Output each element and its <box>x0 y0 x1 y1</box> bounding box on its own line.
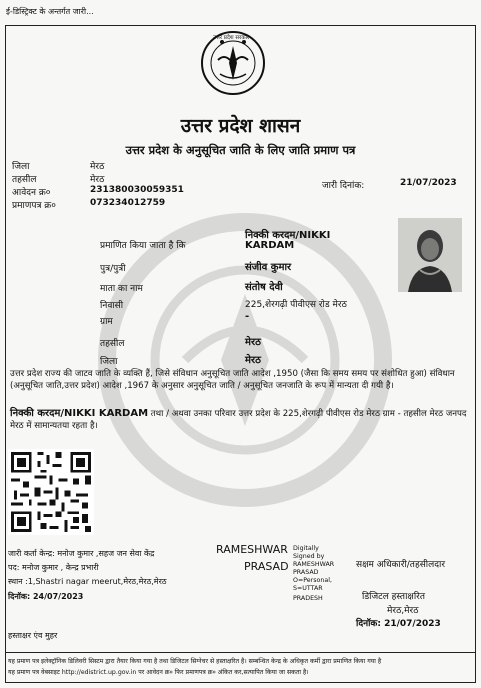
details-tehsil-label: तहसील <box>100 339 125 349</box>
details-district-value: मेरठ <box>245 355 261 366</box>
digital-signature-line: O=Personal, <box>293 577 333 584</box>
resident-label: निवासी <box>100 301 124 311</box>
applicant-photo <box>398 218 462 292</box>
footer-note-2: यह प्रमाण पत्र वेबसाइट http://edistrict.up.gov.in पर आवेदन क्र० फिर प्रमाणपत्र क्र० अंकित कर,सत्यापित किया जा सकता है। <box>8 669 309 676</box>
footer-divider <box>5 652 476 653</box>
certificate-label: प्रमाणपत्र क्र० <box>12 201 56 211</box>
digital-signature-line: S=UTTAR <box>293 585 323 592</box>
signer-name-line2: PRASAD <box>244 560 289 573</box>
issuer-place: स्थान :1,Shastri nagar meerut,मेरठ,मेरठ,मेरठ <box>8 577 167 586</box>
authority-place: मेरठ,मेरठ <box>387 606 419 616</box>
mother-label: माता का नाम <box>100 284 143 294</box>
application-number: 231380030059351 <box>90 185 184 195</box>
digital-signature-block <box>293 545 334 603</box>
issue-date-label: जारी दिनांक: <box>322 181 365 191</box>
digital-signature-line: PRADESH <box>293 595 323 602</box>
residence-statement <box>10 408 470 432</box>
relation-label: पुत्र/पुत्री <box>100 264 126 274</box>
issuer-designation: पद: मनोज कुमार , केन्द्र प्रभारी <box>8 563 99 572</box>
authority-title: सक्षम अधिकारी/तहसीलदार <box>356 560 446 570</box>
header-note: ई-डिस्ट्रिक्ट के अन्तर्गत जारी... <box>6 7 94 16</box>
emblem-text: उत्तर प्रदेश सरकार <box>213 35 250 41</box>
authority-signed: डिजिटल हस्ताक्षरित <box>362 592 425 602</box>
district-value: मेरठ <box>90 162 105 172</box>
village-value: - <box>245 311 250 322</box>
issue-date-value: 21/07/2023 <box>400 178 457 188</box>
tehsil-value: मेरठ <box>90 175 105 185</box>
digital-signature-line: Digitally <box>293 545 319 552</box>
certificate-number: 073234012759 <box>90 198 166 208</box>
statement-applicant-name: निक्की करदम/NIKKI KARDAM <box>10 408 149 419</box>
details-district-label: जिला <box>100 357 118 367</box>
digital-signature-line: Signed by <box>293 553 325 560</box>
father-name: संजीव कुमार <box>245 262 292 273</box>
village-label: ग्राम <box>100 317 113 327</box>
seal-label: हस्ताक्षर एंव मुहर <box>8 631 58 640</box>
signer-name-line1: RAMESHWAR <box>216 543 288 556</box>
certify-label: प्रमाणित किया जाता है कि <box>100 241 186 251</box>
authority-date: दिनॉक: 21/07/2023 <box>356 619 441 629</box>
residence-statement-text: तथा / अथवा उनका परिवार उत्तर प्रदेश के 225,शेरगढ़ी पीवीएस रोड मेरठ ग्राम - तहसील मेरठ जनपद मेरठ में सामान्यतया रहता है। <box>10 409 467 431</box>
certificate-title: उत्तर प्रदेश के अनुसूचित जाति के लिए जाति प्रमाण पत्र <box>125 143 356 157</box>
qr-code-icon <box>8 449 94 535</box>
issuer-center: जारी कर्ता केन्द्र: मनोज कुमार ,सहज जन सेवा केंद्र <box>8 549 155 558</box>
district-label: जिला <box>12 162 30 172</box>
details-tehsil-value: मेरठ <box>245 337 261 348</box>
portrait-icon <box>398 218 462 292</box>
footer-note-1: यह प्रमाण पत्र इलेक्ट्रॉनिक डिलिवरी सिस्टम द्वारा तैयार किया गया है तथा डिजिटल सिग्नेचर से हस्ताक्षरित है। सम्बन्धित केन्द्र के अधिकृत कर्मी द्वारा प्रमाणित किया गया है <box>8 658 382 665</box>
issuer-date: दिनॉक: 24/07/2023 <box>8 592 84 601</box>
digital-signature-line: PRASAD <box>293 569 319 576</box>
digital-signature-line: RAMESHWAR <box>293 561 335 568</box>
resident-value: 225,शेरगढ़ी पीवीएस रोड मेरठ <box>245 300 347 310</box>
applicant-name-line1: निक्की करदम/NIKKI <box>245 230 331 241</box>
applicant-name-line2: KARDAM <box>245 240 295 251</box>
application-label: आवेदन क्र० <box>12 188 51 198</box>
tehsil-label: तहसील <box>12 175 37 185</box>
mother-name: संतोष देवी <box>245 282 283 293</box>
caste-statement: उत्तर प्रदेश राज्य की जाटव जाति के व्यक्ति हैं, जिसे संविधान अनुसूचित जाति आदेश ,1950 (जैसा कि समय समय पर संशोधित हुआ) संविधान (अनुसूचित जाति,उत्तर प्रदेश) आदेश ,1967 के अनुसार अनुसूचित जाति / अनुसूचित जनजाति के रूप में मान्यता दी गयी है। <box>10 369 455 391</box>
govt-title: उत्तर प्रदेश शासन <box>180 115 301 137</box>
